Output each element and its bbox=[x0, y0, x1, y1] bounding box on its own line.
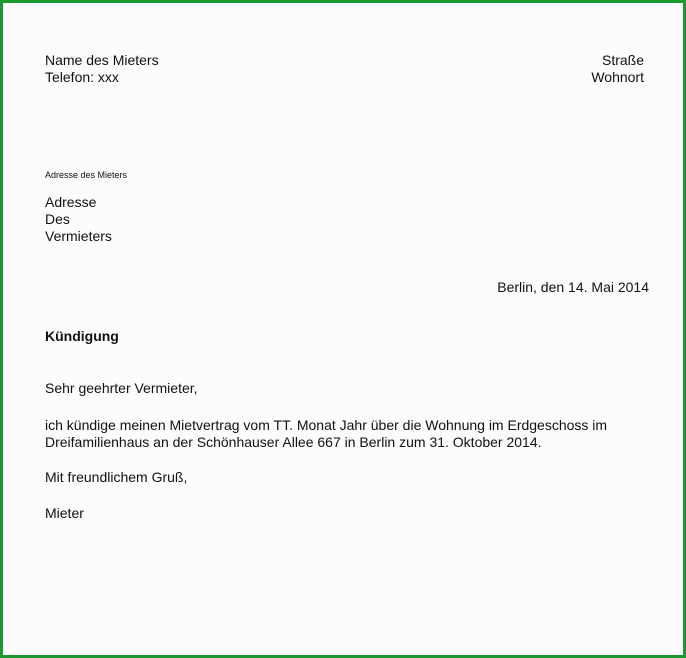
closing: Mit freundlichem Gruß, bbox=[45, 469, 188, 485]
salutation: Sehr geehrter Vermieter, bbox=[45, 380, 198, 396]
sender-address-block bbox=[591, 52, 644, 86]
body-paragraph bbox=[45, 417, 655, 451]
body-line-1: ich kündige meinen Mietvertrag vom TT. Monat Jahr über die Wohnung im Erdgeschoss im bbox=[45, 417, 608, 433]
recipient-line-3: Vermieters bbox=[45, 228, 112, 244]
sender-block bbox=[45, 52, 159, 86]
sender-street: Straße bbox=[601, 52, 644, 68]
body-line-2: Dreifamilienhaus an der Schönhauser Allee 667 in Berlin zum 31. Oktober 2014. bbox=[45, 434, 542, 450]
subject-line: Kündigung bbox=[45, 328, 119, 344]
sender-city: Wohnort bbox=[591, 69, 644, 85]
sender-phone: Telefon: xxx bbox=[45, 69, 119, 85]
recipient-line-1: Adresse bbox=[45, 194, 97, 210]
return-address-label: Adresse des Mieters bbox=[45, 170, 128, 180]
signature: Mieter bbox=[45, 505, 84, 521]
sender-name: Name des Mieters bbox=[45, 52, 159, 68]
date-line: Berlin, den 14. Mai 2014 bbox=[497, 279, 649, 295]
recipient-block bbox=[45, 194, 112, 245]
recipient-line-2: Des bbox=[45, 211, 70, 227]
